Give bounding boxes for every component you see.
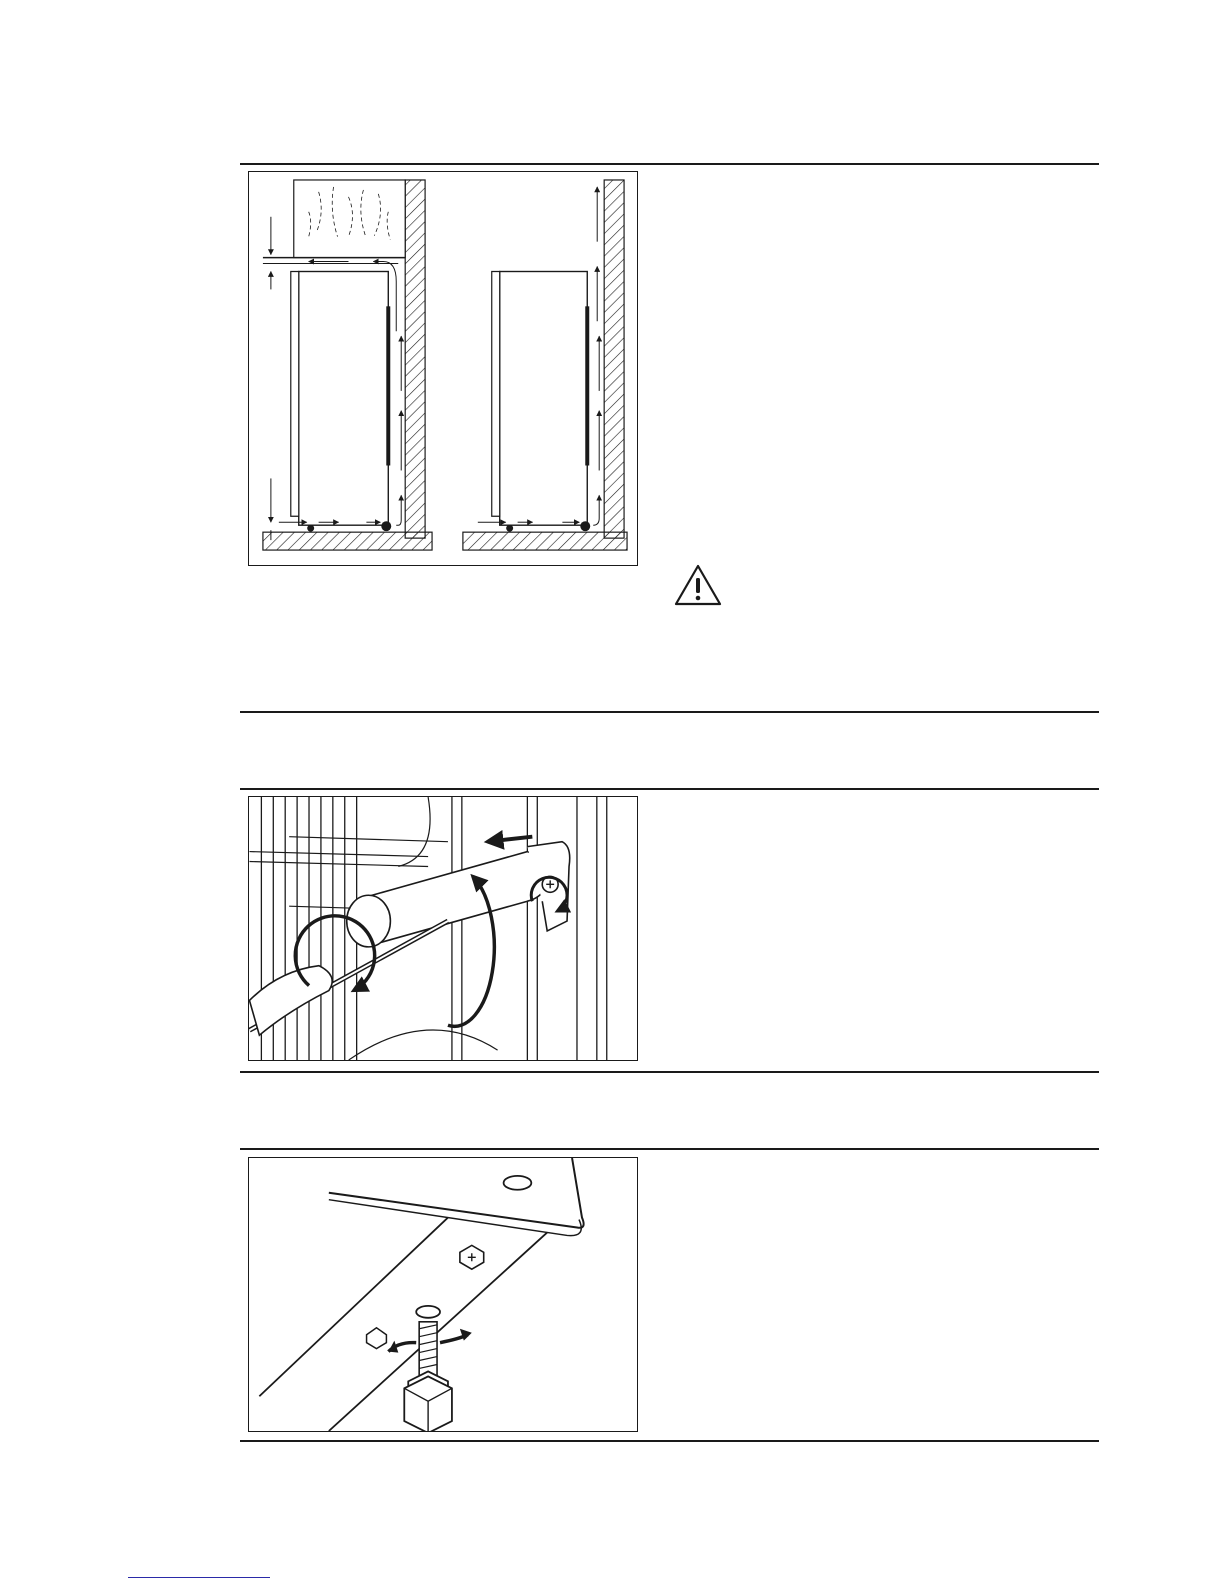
section-rule: [240, 788, 1099, 790]
warning-triangle-icon: [673, 563, 723, 607]
section-rule-top: [240, 163, 1099, 165]
screwdriver-rotation-diagram: [249, 797, 637, 1060]
section-rule: [240, 1148, 1099, 1150]
adjustable-foot-diagram: [249, 1158, 637, 1431]
spacer-installation-figure: [248, 796, 638, 1061]
section-rule: [240, 1071, 1099, 1073]
footer-link-underline[interactable]: [128, 1577, 270, 1578]
ventilation-clearance-figure: [248, 171, 638, 566]
refrigerator-airflow-diagram: [249, 172, 637, 565]
leveling-foot-figure: [248, 1157, 638, 1432]
section-rule: [240, 711, 1099, 713]
section-rule-bottom: [240, 1440, 1099, 1442]
